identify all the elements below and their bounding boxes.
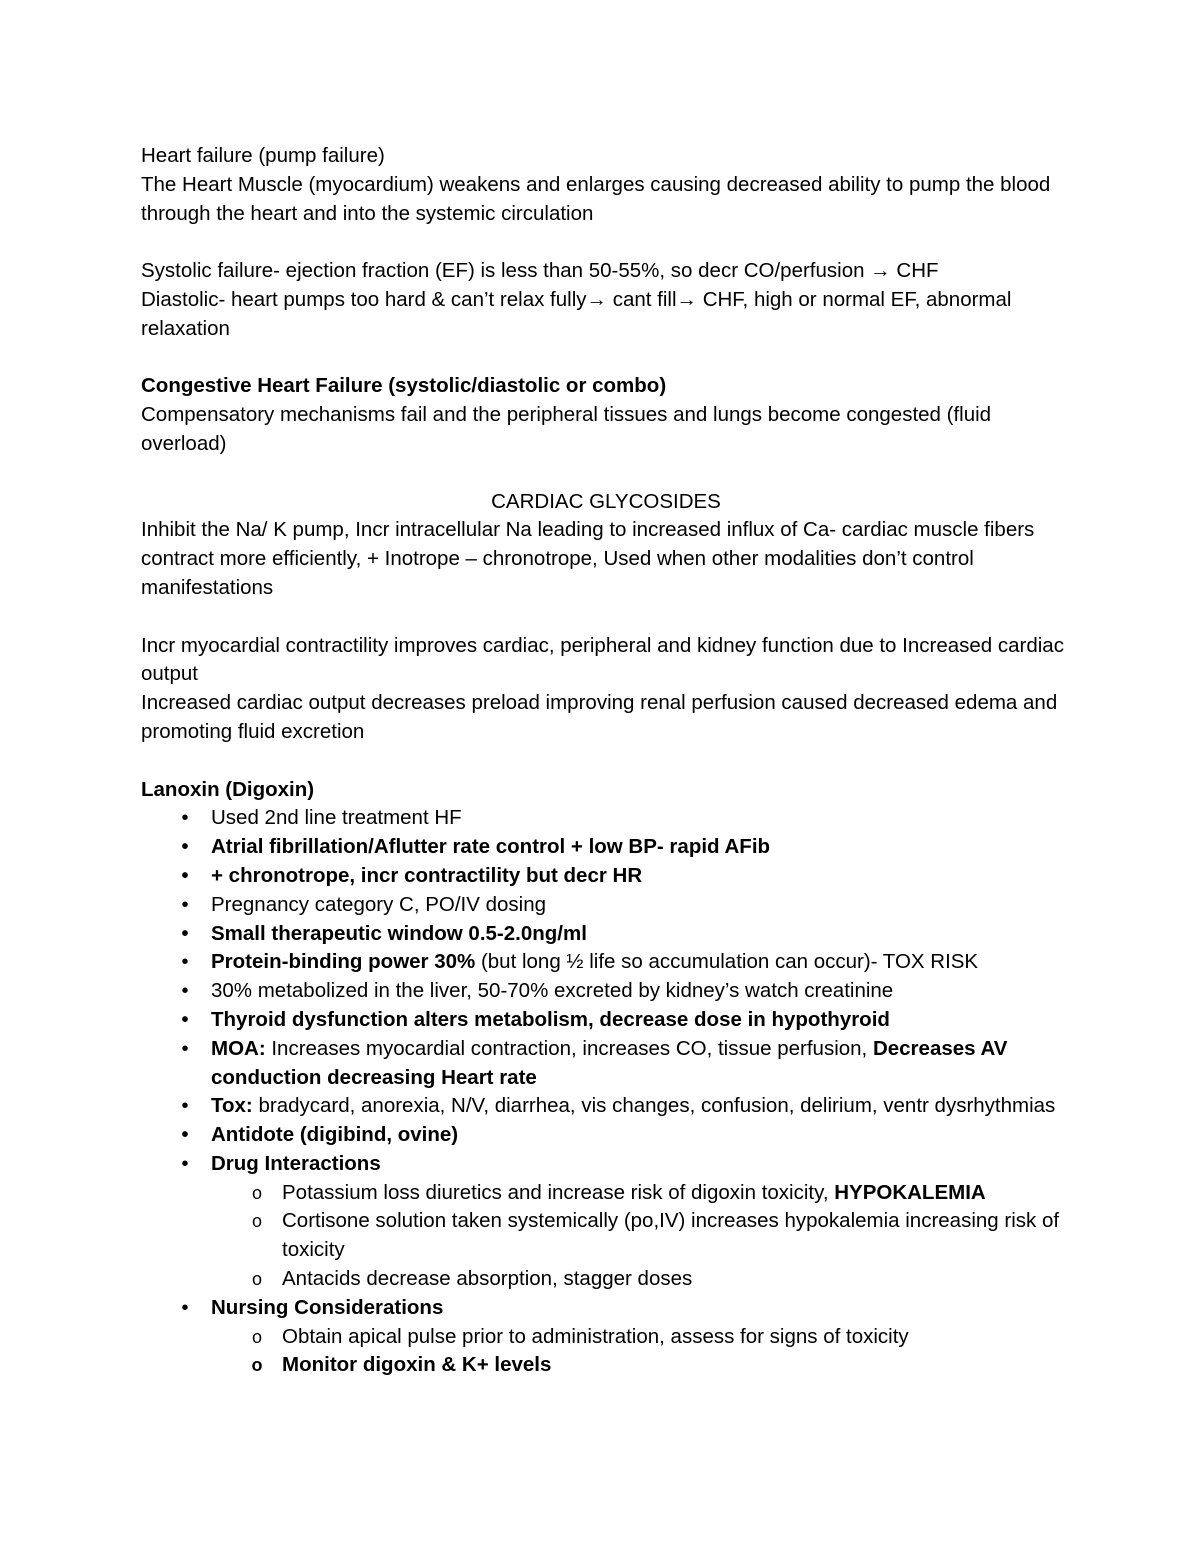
- spacer: [141, 603, 1071, 632]
- list-item-text: Atrial fibrillation/Aflutter rate control + low BP- rapid AFib: [211, 835, 771, 859]
- sub-list-item-text: Potassium loss diuretics and increase risk of digoxin toxicity,: [282, 1180, 835, 1204]
- list-item-text: 30% metabolized in the liver, 50-70% excreted by kidney’s watch creatinine: [211, 979, 894, 1003]
- sub-list-item: [211, 1323, 1071, 1352]
- sub-list-item: [211, 1351, 1071, 1380]
- list-item-bold-text: MOA:: [211, 1036, 266, 1060]
- contractility-effect-text: Incr myocardial contractility improves cardiac, peripheral and kidney function due to Increased cardiac output: [141, 633, 1064, 686]
- sub-list-item: [211, 1265, 1071, 1294]
- list-item: [141, 948, 1071, 977]
- list-item-bold-text: Decreases AV conduction decreasing Heart rate: [211, 1036, 1008, 1089]
- circle-bullet-icon: o: [251, 1355, 263, 1376]
- cardiac-glycosides-description: Inhibit the Na/ K pump, Incr intracellular Na leading to increased influx of Ca- cardiac muscle fibers contract more efficiently, + Inotrope – chronotrope, Used when other modalities don’t control manifestations: [141, 518, 1035, 599]
- sub-list-item: [211, 1179, 1071, 1208]
- list-item-bold-text: Tox:: [211, 1094, 253, 1118]
- list-item: [141, 1150, 1071, 1294]
- spacer: [141, 344, 1071, 373]
- list-item: [141, 833, 1071, 862]
- list-item: [141, 1092, 1071, 1121]
- list-item-text: (but long ½ life so accumulation can occur)- TOX RISK: [475, 950, 979, 974]
- chf-heading: Congestive Heart Failure (systolic/diastolic or combo): [141, 374, 667, 398]
- heart-failure-description: The Heart Muscle (myocardium) weakens and enlarges causing decreased ability to pump the blood through the heart and into the systemic circulation: [141, 172, 1051, 225]
- spacer: [141, 228, 1071, 257]
- sub-list-item-text: Cortisone solution taken systemically (po,IV) increases hypokalemia increasing risk of toxicity: [282, 1209, 1060, 1262]
- list-item-text: Thyroid dysfunction alters metabolism, decrease dose in hypothyroid: [211, 1007, 890, 1031]
- bullet-icon: •: [181, 980, 189, 1003]
- heart-failure-title: Heart failure (pump failure): [141, 144, 385, 167]
- spacer: [141, 459, 1071, 488]
- list-item: [141, 891, 1071, 920]
- list-item-text: + chronotrope, incr contractility but decr HR: [211, 863, 643, 887]
- circle-bullet-icon: o: [251, 1326, 262, 1347]
- circle-bullet-icon: o: [251, 1269, 262, 1290]
- nursing-considerations-label: Nursing Considerations: [211, 1295, 444, 1319]
- bullet-icon: •: [181, 807, 189, 830]
- list-item: [141, 1121, 1071, 1150]
- list-item: [141, 1035, 1071, 1093]
- bullet-icon: •: [181, 1152, 189, 1175]
- spacer: [141, 747, 1071, 776]
- sub-list-item-text: Obtain apical pulse prior to administration, assess for signs of toxicity: [282, 1324, 909, 1348]
- list-item: [141, 804, 1071, 833]
- sub-list-item-bold-text: HYPOKALEMIA: [834, 1180, 986, 1204]
- drug-interactions-sublist: [211, 1179, 1071, 1294]
- list-item-text: Increases myocardial contraction, increases CO, tissue perfusion,: [265, 1036, 873, 1060]
- diastolic-failure-text: Diastolic- heart pumps too hard & can’t relax fully→ cant fill→ CHF, high or normal EF, abnormal relaxation: [141, 287, 1012, 340]
- bullet-icon: •: [181, 951, 189, 974]
- bullet-icon: •: [181, 864, 189, 887]
- list-item: [141, 1006, 1071, 1035]
- bullet-icon: •: [181, 1124, 189, 1147]
- bullet-icon: •: [181, 1037, 189, 1060]
- cardiac-glycosides-heading: CARDIAC GLYCOSIDES: [491, 489, 721, 513]
- circle-bullet-icon: o: [251, 1211, 262, 1232]
- drug-interactions-label: Drug Interactions: [211, 1151, 381, 1175]
- circle-bullet-icon: o: [251, 1182, 262, 1203]
- list-item: [141, 862, 1071, 891]
- bullet-icon: •: [181, 836, 189, 859]
- list-item-text: Pregnancy category C, PO/IV dosing: [211, 892, 547, 916]
- list-item: [141, 920, 1071, 949]
- sub-list-item-text: Monitor digoxin & K+ levels: [282, 1353, 552, 1377]
- bullet-icon: •: [181, 922, 189, 945]
- bullet-icon: •: [181, 1095, 189, 1118]
- sub-list-item: [211, 1207, 1071, 1265]
- document-page: [141, 142, 1071, 1380]
- list-item-bold-text: Protein-binding power 30%: [211, 950, 476, 974]
- lanoxin-bullet-list: [141, 804, 1071, 1380]
- list-item: [141, 977, 1071, 1006]
- bullet-icon: •: [181, 1296, 189, 1319]
- cardiac-output-effect-text: Increased cardiac output decreases preload improving renal perfusion caused decreased edema and promoting fluid excretion: [141, 691, 1058, 743]
- list-item-text: bradycard, anorexia, N/V, diarrhea, vis changes, confusion, delirium, ventr dysrhythmias: [252, 1094, 1056, 1118]
- list-item: [141, 1294, 1071, 1380]
- nursing-considerations-sublist: [211, 1323, 1071, 1381]
- chf-description: Compensatory mechanisms fail and the peripheral tissues and lungs become congested (fluid overload): [141, 403, 992, 455]
- sub-list-item-text: Antacids decrease absorption, stagger doses: [282, 1267, 693, 1291]
- list-item-text: Used 2nd line treatment HF: [211, 806, 462, 830]
- bullet-icon: •: [181, 1008, 189, 1031]
- list-item-text: Small therapeutic window 0.5-2.0ng/ml: [211, 921, 587, 945]
- lanoxin-heading: Lanoxin (Digoxin): [141, 777, 315, 801]
- bullet-icon: •: [181, 893, 189, 916]
- systolic-failure-text: Systolic failure- ejection fraction (EF) is less than 50-55%, so decr CO/perfusion → CHF: [141, 259, 939, 283]
- list-item-text: Antidote (digibind, ovine): [211, 1123, 459, 1147]
